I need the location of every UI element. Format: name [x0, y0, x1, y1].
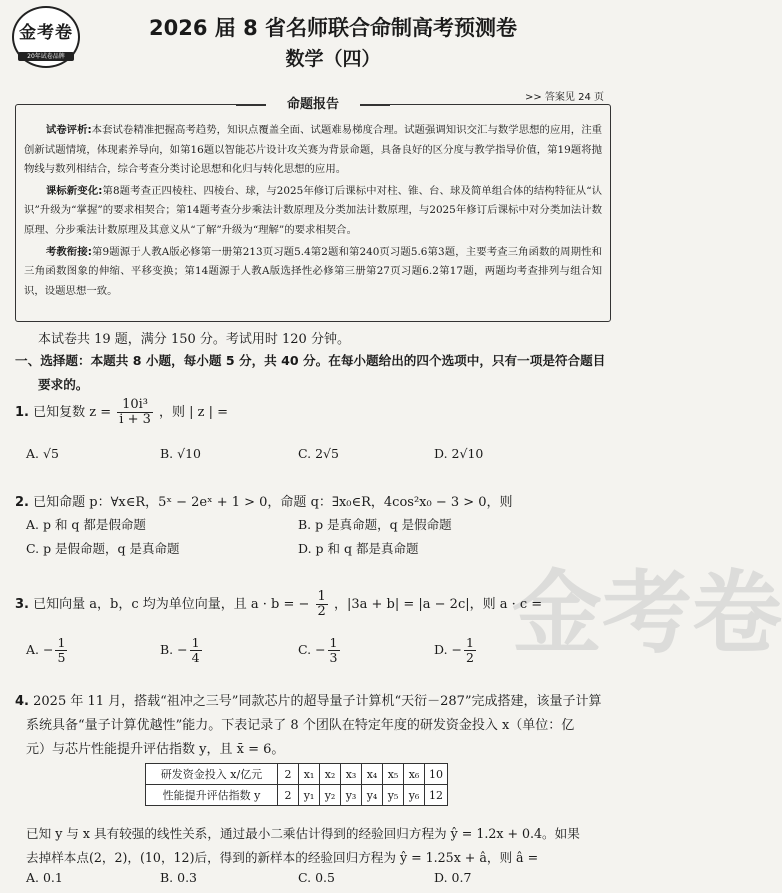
table-cell: 10 [425, 764, 448, 785]
fraction [117, 398, 153, 427]
fraction-denominator: 5 [57, 650, 66, 665]
fraction [328, 636, 340, 665]
table-cell: x₄ [362, 764, 383, 785]
table-cell: 研发资金投入 x/亿元 [146, 764, 278, 785]
report-section-label: 试卷评析: [45, 124, 92, 136]
table-cell: x₅ [383, 764, 404, 785]
question-1 [15, 398, 228, 427]
watermark-glyph: 金考卷 [512, 560, 782, 666]
page-title: 2026 届 8 省名师联合命制高考预测卷 [149, 16, 517, 40]
question-stem: 已知复数 z = [33, 405, 112, 420]
section-heading: 一、选择题：本题共 8 小题，每小题 5 分，共 40 分。在每小题给出的四个选项中，只有一项是符合题目 [15, 353, 606, 368]
report-section-text: 第9题源于人教A版必修第一册第213页习题5.4第2题和第240页习题5.6第3题，主要考查三角函数的周期性和三角函数图象的伸缩、平移变换；第14题源于人教A版选择性必修第三册第27页习题6.2第17题，两题均考查排列与组合知识，设题思想一致。 [24, 245, 603, 297]
report-section-label: 课标新变化: [45, 184, 103, 197]
report-section-label: 考教衔接: [45, 245, 92, 258]
fraction [190, 636, 202, 665]
fraction-denominator: 3 [329, 650, 338, 665]
fraction-numerator: 10i³ [117, 398, 153, 413]
table-cell: y₄ [362, 785, 383, 806]
table-cell: y₅ [383, 785, 404, 806]
question-number: 1. [15, 405, 29, 420]
question-2 [15, 491, 513, 510]
fraction-denominator: i + 3 [119, 412, 151, 427]
fraction-numerator: 1 [191, 635, 200, 650]
option-b[interactable]: B. p 是真命题，q 是假命题 [298, 517, 452, 532]
question-4 [15, 690, 602, 709]
option-d[interactable] [434, 636, 478, 665]
table-cell: x₁ [299, 764, 320, 785]
option-c[interactable]: C. p 是假命题，q 是真命题 [26, 541, 180, 556]
table-cell: 性能提升评估指数 y [146, 785, 278, 806]
fraction-numerator: 1 [317, 589, 326, 604]
option-label: C. − [298, 642, 326, 657]
option-b[interactable]: B. √10 [160, 446, 202, 461]
option-a[interactable]: A. √5 [26, 446, 59, 461]
table-cell: x₂ [320, 764, 341, 785]
table-cell: y₂ [320, 785, 341, 806]
data-table [145, 763, 448, 806]
question-stem: 已知向量 a，b，c 均为单位向量，且 a · b = − [33, 597, 310, 612]
option-b[interactable] [160, 636, 204, 665]
fraction-denominator: 2 [317, 604, 326, 619]
question-stem: 2025 年 11 月，搭载“祖冲之三号”同款芯片的超导量子计算机“天衍－287”完成搭建，该量子计算 [33, 694, 602, 709]
option-d[interactable]: D. 2√10 [434, 446, 484, 461]
report-section [24, 182, 602, 241]
fraction [55, 636, 67, 665]
question-3 [15, 590, 542, 619]
option-d[interactable]: D. p 和 q 都是真命题 [298, 541, 419, 556]
fraction-numerator: 1 [329, 635, 338, 650]
option-label: B. − [160, 642, 188, 657]
report-section [24, 243, 602, 302]
fraction-numerator: 1 [57, 635, 66, 650]
report-section-text: 本套试卷精准把握高考趋势，知识点覆盖全面、试题难易梯度合理。试题强调知识交汇与数学思想的应用，注重创新试题情境，体现素养导向，如第16题以智能芯片设计攻关赛为背景命题，具备良好的区分度与教学指导价值，第19题将抛物线与数列相结合，综合考查分类讨论思想和化归与转化思想的应用。 [24, 124, 603, 176]
option-c[interactable]: C. 0.5 [298, 870, 335, 885]
answer-reference: >> 答案见 24 页 [524, 92, 604, 103]
report-box [15, 104, 611, 322]
question-stem-end: ，则 | z | = [159, 405, 229, 420]
report-section-text: 第8题考查正四棱柱、四棱台、球，与2025年修订后课标中对柱、锥、台、球及简单组合体的结构特征从“认识”升级为“掌握”的要求相契合；第14题考查分步乘法计数原理及分类加法计数原理，与2025年修订后课标中对分类加法计数原理、分步乘法计数原理及其意义从“了解”升级为“理解”的要求相契合。 [24, 184, 602, 236]
question-stem: 已知命题 p：∀x∈R，5ˣ − 2eˣ + 1 > 0，命题 q：∃x₀∈R，4cos²x₀ − 3 > 0，则 [33, 495, 513, 510]
fraction [464, 636, 476, 665]
fraction-denominator: 2 [466, 650, 474, 665]
table-cell: 2 [278, 785, 299, 806]
table-cell: x₆ [404, 764, 425, 785]
table-cell: 2 [278, 764, 299, 785]
question-number: 4. [15, 694, 29, 709]
table-row [146, 785, 448, 806]
table-row [146, 764, 448, 785]
option-d[interactable]: D. 0.7 [434, 870, 472, 885]
exam-intro: 本试卷共 19 题，满分 150 分。考试用时 120 分钟。 [38, 332, 350, 347]
table-cell: y₃ [341, 785, 362, 806]
option-b[interactable]: B. 0.3 [160, 870, 198, 885]
question-stem-end: ，|3a + b| = |a − 2c|，则 a · c = [333, 597, 543, 612]
question-stem-line: 已知 y 与 x 具有较强的线性关系，通过最小二乘估计得到的经验回归方程为 ŷ = 1.2x + 0.4。如果 [26, 826, 580, 841]
fraction [316, 590, 328, 619]
question-number: 2. [15, 495, 29, 510]
fraction-numerator: 1 [466, 635, 474, 650]
report-section [24, 121, 602, 180]
option-label: D. − [434, 642, 462, 657]
table-cell: 12 [425, 785, 448, 806]
question-stem-line: 去掉样本点(2，2)，(10，12)后，得到的新样本的经验回归方程为 ŷ = 1.25x + â，则 â = [26, 850, 539, 865]
option-a[interactable]: A. p 和 q 都是假命题 [26, 517, 146, 532]
fraction-denominator: 4 [191, 650, 200, 665]
option-label: A. − [26, 642, 54, 657]
logo-text: 金考卷 [19, 23, 73, 43]
table-cell: x₃ [341, 764, 362, 785]
logo-badge: 20年试卷品牌 [18, 52, 74, 61]
page-subtitle: 数学（四） [285, 48, 381, 70]
question-stem-line: 元）与芯片性能提升评估指数 y，且 x̄ = 6。 [26, 742, 285, 757]
table-cell: y₆ [404, 785, 425, 806]
question-stem-line: 系统具备“量子计算优越性”能力。下表记录了 8 个团队在特定年度的研发资金投入 x（单位：亿 [26, 718, 575, 733]
question-number: 3. [15, 597, 29, 612]
report-title: 命题报告 [236, 96, 390, 113]
option-c[interactable]: C. 2√5 [298, 446, 339, 461]
table-cell: y₁ [299, 785, 320, 806]
section-heading-cont: 要求的。 [38, 377, 89, 392]
option-a[interactable] [26, 636, 69, 665]
option-a[interactable]: A. 0.1 [26, 870, 63, 885]
option-c[interactable] [298, 636, 342, 665]
